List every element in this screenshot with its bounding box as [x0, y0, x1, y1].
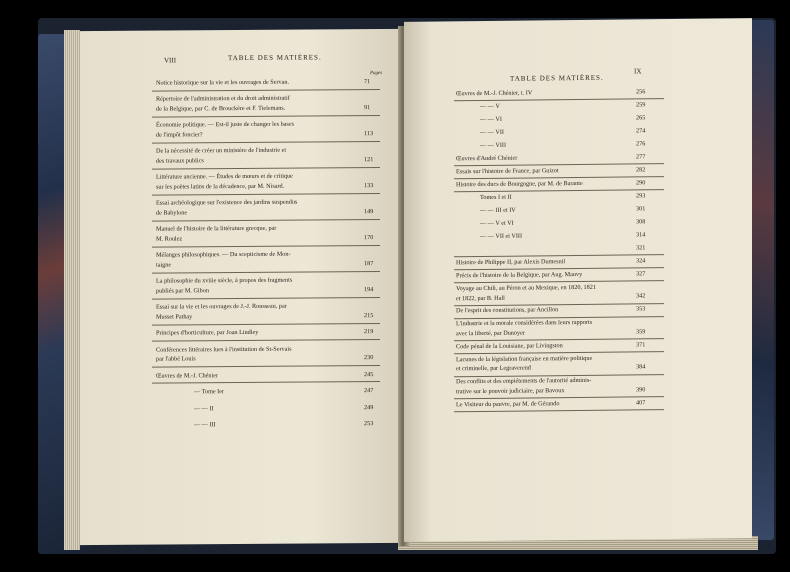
- toc-entry-page: 353: [636, 305, 646, 313]
- left-page-number: VIII: [164, 56, 177, 65]
- toc-entry-title: Conférences littéraires lues à l'institution de St-Servais: [156, 345, 292, 354]
- toc-divider: [152, 115, 380, 118]
- toc-entry-title-continued: de la Belgique, par C. de Brouckère et F. Tielemans.: [156, 104, 286, 113]
- left-toc-entry: [156, 344, 292, 364]
- right-toc-entry: [456, 88, 532, 98]
- toc-entry-title: L'industrie et la morale considérées dans leurs rapports: [456, 319, 592, 328]
- toc-entry-page: 230: [364, 354, 374, 362]
- right-toc-entry: [480, 141, 506, 151]
- toc-entry-page: 342: [636, 292, 646, 300]
- left-toc-entry: [156, 328, 258, 338]
- toc-entry-title: — — VIII: [480, 141, 507, 150]
- toc-divider: [152, 297, 380, 300]
- toc-entry-title: Principes d'horticulture, par Joan Lindley: [156, 329, 259, 337]
- toc-entry-title-continued: de l'impôt foncier?: [156, 131, 203, 139]
- right-toc-entry: [456, 283, 596, 303]
- toc-entry-page: 187: [364, 260, 374, 268]
- toc-entry-title: Histoire de Philippe II, par Alexis Dumesnil: [456, 258, 566, 267]
- toc-entry-title: Voyage au Chili, au Péron et au Mexique, en 1820, 1821: [456, 283, 596, 293]
- right-toc-entry: [456, 376, 591, 396]
- toc-entry-title: — Tome Ier: [194, 388, 225, 396]
- toc-entry-page: 256: [636, 88, 646, 96]
- left-toc-entry: [156, 224, 276, 244]
- toc-entry-title: Œuvres d'André Chénier: [456, 154, 518, 163]
- toc-divider: [152, 89, 380, 92]
- toc-entry-title: La philosophie du xviiie siècle, à propos des fragments: [156, 277, 293, 285]
- toc-divider: [152, 141, 380, 144]
- toc-entry-title: Littérature ancienne. — Études de mœurs et de critique: [156, 173, 293, 181]
- toc-entry-page: 149: [364, 208, 374, 216]
- left-toc-entry: [156, 198, 297, 218]
- left-toc-entry: [156, 302, 287, 322]
- right-toc-entry: [456, 341, 563, 352]
- right-page-number: IX: [634, 67, 642, 76]
- toc-entry-title-continued: par l'abbé Louis: [156, 355, 196, 363]
- left-toc-entry: [156, 371, 218, 381]
- toc-entry-page: 277: [636, 153, 646, 161]
- toc-entry-page: 249: [364, 403, 374, 411]
- toc-entry-page: 293: [636, 192, 646, 200]
- toc-entry-title-continued: de Babylone: [156, 209, 188, 217]
- toc-entry-page: 71: [364, 78, 371, 86]
- toc-entry-page: 384: [636, 363, 646, 371]
- left-toc-entry: [156, 94, 290, 114]
- right-toc-entry: [456, 306, 558, 317]
- toc-entry-page: 194: [364, 286, 374, 294]
- left-toc-entry: [156, 120, 294, 140]
- toc-entry-title: De la nécessité de créer un ministère de l'industrie et: [156, 147, 287, 155]
- right-toc-entry: [480, 193, 512, 203]
- toc-entry-title: — — II: [194, 404, 214, 412]
- toc-entry-title-continued: trative sur le pouvoir judiciaire, par Bavoux: [456, 386, 565, 395]
- toc-divider: [454, 409, 664, 412]
- toc-entry-page: 113: [364, 130, 374, 138]
- toc-entry-page: 215: [364, 312, 374, 320]
- toc-divider: [152, 381, 380, 384]
- toc-entry-title: — — VI: [480, 115, 502, 124]
- toc-entry-title: Essai archéologique sur l'existence des jardins suspendus: [156, 199, 298, 207]
- toc-entry-page: 265: [636, 114, 646, 122]
- toc-entry-title: — — III: [194, 421, 216, 429]
- page-edges: [64, 30, 80, 550]
- toc-entry-page: 290: [636, 179, 646, 187]
- toc-entry-title: Essais sur l'histoire de France, par Guizot: [456, 167, 559, 176]
- toc-entry-page: 371: [636, 341, 646, 349]
- toc-entry-title-continued: et criminelle, par Legraverend: [456, 364, 531, 373]
- left-toc-entry: [156, 146, 286, 166]
- toc-divider: [152, 193, 380, 196]
- toc-entry-page: 314: [636, 231, 646, 239]
- toc-entry-title: De l'esprit des constitutions, par Ancillon: [456, 306, 559, 315]
- toc-entry-title: Des conflits et des empiétements de l'autorité adminis-: [456, 377, 592, 386]
- toc-entry-title-continued: avec la liberté, par Dunoyer: [456, 329, 525, 338]
- toc-entry-title-continued: publiés par M. Gibon: [156, 287, 209, 295]
- toc-divider: [152, 167, 380, 170]
- toc-entry-page: 301: [636, 205, 646, 213]
- toc-divider: [152, 245, 380, 248]
- toc-entry-title: — — V et VI: [480, 219, 514, 228]
- toc-divider: [152, 339, 380, 342]
- left-page-header: TABLE DES MATIÈRES.: [228, 53, 322, 63]
- right-toc-entry: [456, 179, 583, 190]
- toc-entry-title: — — III et IV: [480, 206, 516, 215]
- toc-entry-title: Répertoire de l'administration et du droit administratif: [156, 95, 290, 103]
- toc-entry-title: Manuel de l'histoire de la littérature grecque, par: [156, 225, 277, 233]
- toc-entry-title-continued: sur les poëtes latins de la décadence, par M. Nisard.: [156, 182, 285, 191]
- toc-entry-title-continued: taigne: [156, 261, 172, 269]
- toc-entry-title: Précis de l'histoire de la Belgique, par Aug. Mauvy: [456, 270, 583, 280]
- toc-entry-page: 276: [636, 140, 646, 148]
- toc-entry-page: 133: [364, 182, 374, 190]
- toc-divider: [152, 365, 380, 368]
- right-toc-entry: [456, 399, 559, 410]
- toc-entry-title: Œuvres de M.-J. Chénier: [156, 371, 219, 380]
- toc-entry-page: 274: [636, 127, 646, 135]
- left-toc-entry: [194, 420, 216, 430]
- toc-entry-title: — — VII: [480, 128, 504, 137]
- right-toc-entry: [480, 102, 500, 112]
- toc-entry-page: 247: [364, 387, 374, 395]
- toc-divider: [152, 271, 380, 274]
- toc-entry-page: 327: [636, 270, 646, 278]
- right-toc-entry: [456, 154, 517, 164]
- toc-entry-page: 282: [636, 166, 646, 174]
- toc-entry-title: Mélanges philosophiques. — Du scepticisme de Mon-: [156, 251, 291, 259]
- right-toc-entry: [456, 257, 565, 268]
- toc-entry-title: Lacunes de la législation française en matière politique: [456, 354, 593, 364]
- right-page: [404, 18, 752, 542]
- toc-entry-title-continued: et 1822, par B. Hall: [456, 294, 505, 302]
- right-toc-entry: [480, 232, 522, 242]
- left-toc-entry: [156, 250, 291, 270]
- toc-entry-title: Essai sur la vie et les ouvrages de J.-J. Rousseau, par: [156, 303, 287, 311]
- toc-entry-title: Notice historique sur la vie et les ouvrages de Servan.: [156, 78, 289, 87]
- toc-entry-title: — — V: [480, 102, 500, 111]
- toc-entry-page: 324: [636, 257, 646, 265]
- toc-entry-title: Le Visiteur du pauvre, par M. de Gérando: [456, 399, 560, 408]
- toc-entry-title: Code pénal de la Louisiane, par Livingston: [456, 341, 563, 351]
- toc-entry-title: Tomes I et II: [480, 193, 512, 202]
- toc-entry-title: — — VII et VIII: [480, 232, 523, 241]
- left-toc-entry: [194, 387, 224, 397]
- toc-entry-page: 219: [364, 328, 374, 336]
- toc-entry-page: 253: [364, 420, 374, 428]
- toc-entry-title-continued: M. Roulez: [156, 235, 183, 243]
- right-toc-entry: [456, 166, 559, 177]
- toc-entry-page: 259: [636, 101, 646, 109]
- left-toc-entry: [156, 78, 289, 88]
- toc-divider: [152, 323, 380, 326]
- right-page-header: TABLE DES MATIÈRES.: [510, 73, 604, 83]
- right-toc-entry: [480, 206, 516, 216]
- right-toc-entry: [480, 128, 504, 138]
- left-toc-entry: [156, 276, 292, 296]
- toc-divider: [152, 219, 380, 222]
- toc-entry-title-continued: des travaux publics: [156, 157, 204, 165]
- toc-entry-page: 407: [636, 398, 646, 406]
- toc-entry-page: 308: [636, 218, 646, 226]
- right-toc-entry: [456, 354, 592, 374]
- right-toc-entry: [456, 318, 592, 338]
- toc-entry-title: Œuvres de M.-J. Chénier, t. IV: [456, 89, 533, 98]
- toc-entry-title: Histoire des ducs de Bourgogne, par M. de Barante: [456, 179, 583, 189]
- toc-entry-page: 390: [636, 385, 646, 393]
- toc-entry-page: 321: [636, 244, 646, 252]
- toc-entry-page: 91: [364, 104, 371, 112]
- toc-entry-title: Économie politique. — Est-il juste de changer les bases: [156, 121, 294, 129]
- toc-entry-page: 121: [364, 156, 374, 164]
- right-toc-entry: [480, 219, 514, 229]
- right-toc-entry: [456, 270, 582, 281]
- toc-entry-page: 170: [364, 234, 374, 242]
- right-toc-entry: [480, 115, 502, 125]
- pages-column-label: Pages: [370, 71, 383, 77]
- left-toc-entry: [194, 404, 214, 414]
- left-page: [80, 29, 406, 545]
- left-toc-entry: [156, 172, 293, 192]
- toc-entry-page: 245: [364, 370, 374, 378]
- toc-entry-title-continued: Musset Pathay: [156, 313, 193, 321]
- toc-entry-page: 359: [636, 328, 646, 336]
